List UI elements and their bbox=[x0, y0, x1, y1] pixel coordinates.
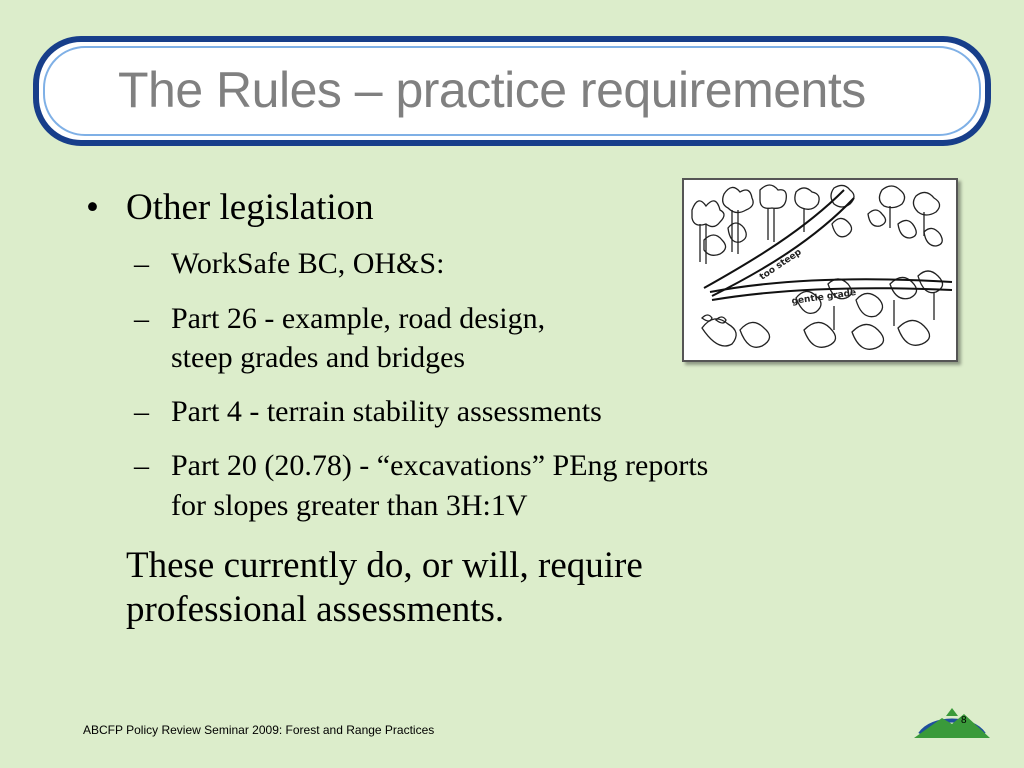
sub-bullet-text: WorkSafe BC, OH&S: bbox=[171, 247, 445, 280]
sub-bullet-text: Part 26 - example, road design, bbox=[171, 302, 546, 335]
sketch-label-steep: too steep bbox=[758, 247, 804, 283]
sketch-illustration bbox=[684, 180, 956, 360]
dash-marker: – bbox=[134, 395, 149, 428]
footer-text: ABCFP Policy Review Seminar 2009: Forest and Range Practices bbox=[83, 723, 435, 737]
sketch-label-gentle: gentle grade bbox=[791, 288, 857, 307]
paragraph-line: These currently do, or will, require bbox=[126, 545, 643, 586]
dash-marker: – bbox=[134, 302, 149, 335]
dash-marker: – bbox=[134, 247, 149, 280]
sub-bullet-text: steep grades and bridges bbox=[171, 341, 466, 374]
page-number: 8 bbox=[961, 715, 967, 726]
dash-marker: – bbox=[134, 449, 149, 482]
abcfp-logo-icon bbox=[912, 694, 992, 740]
sub-bullet-text: for slopes greater than 3H:1V bbox=[171, 489, 528, 522]
paragraph-line: professional assessments. bbox=[126, 589, 505, 630]
bullet-marker: • bbox=[86, 187, 99, 228]
sub-bullet-text: Part 20 (20.78) - “excavations” PEng reports bbox=[171, 449, 709, 482]
closing-paragraph bbox=[126, 544, 643, 632]
sub-bullet-text: Part 4 - terrain stability assessments bbox=[171, 395, 602, 428]
forest-road-sketch bbox=[682, 178, 958, 362]
slide-title: The Rules – practice requirements bbox=[118, 62, 866, 118]
main-bullet-text: Other legislation bbox=[126, 187, 374, 228]
